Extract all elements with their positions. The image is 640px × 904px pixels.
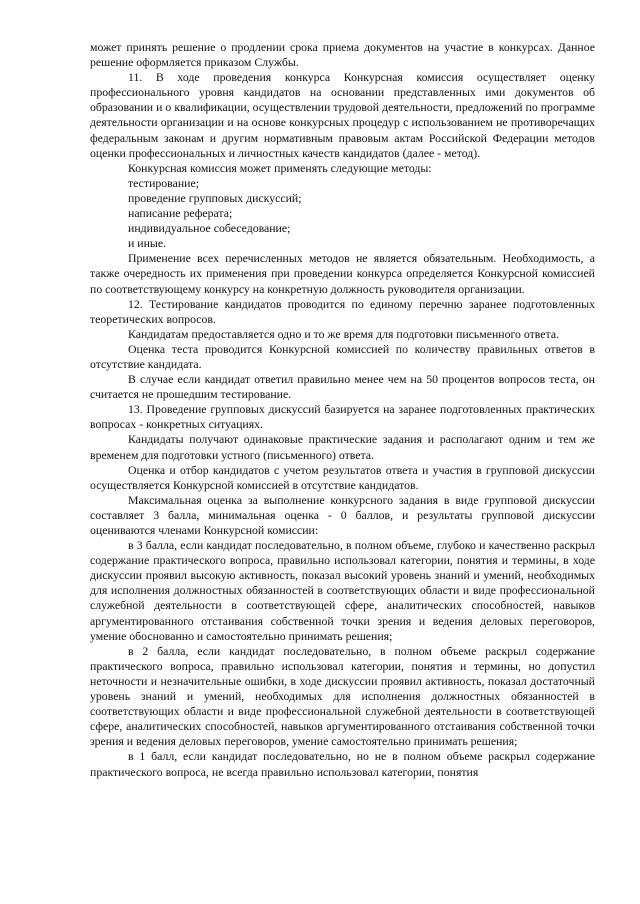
paragraph-test-evaluation: Оценка теста проводится Конкурсной комиссией по количеству правильных ответов в отсутствие кандидата. (90, 341, 595, 371)
paragraph-continuation: может принять решение о продлении срока приема документов на участие в конкурсах. Данное решение оформляется приказом Службы. (90, 40, 595, 70)
paragraph-score-3: в 3 балла, если кандидат последовательно, в полном объеме, глубоко и качественно раскрыл содержание практического вопроса, правильно использовал категории, понятия и термины, в ходе дискуссии проявил высокую активность, показал высокий уровень знаний и умений, необходимых для исполнения должностных обязанностей в соответствующих области и виде профессиональной служебной деятельности в соответствующей сфере, аналитических способностей, навыков аргументированного отстаивания собственной точки зрения и ведения деловых переговоров, умение обоснованно и самостоятельно принимать решения; (90, 538, 595, 643)
list-item: индивидуальное собеседование; (128, 221, 291, 236)
list-item: написание реферата; (128, 206, 233, 221)
paragraph-12: 12. Тестирование кандидатов проводится по единому перечню заранее подготовленных теоретических вопросов. (90, 296, 595, 326)
paragraph-max-score: Максимальная оценка за выполнение конкурсного задания в виде групповой дискуссии составляет 3 балла, минимальная оценка - 0 баллов, и результаты групповой дискуссии оцениваются членами Конкурсной комиссии: (90, 492, 595, 537)
document-page (90, 40, 595, 780)
paragraph-methods-intro: Конкурсная комиссия может применять следующие методы: (128, 160, 432, 175)
list-item: тестирование; (128, 175, 199, 190)
list-item: проведение групповых дискуссий; (128, 190, 302, 205)
paragraph-11: 11. В ходе проведения конкурса Конкурсная комиссия осуществляет оценку профессионального уровня кандидатов на основании представленных ими документов об образовании и о квалификации, осуществлении трудовой деятельности, предложений по программе деятельности организации и на основе конкурсных процедур с использованием не противоречащих федеральным законам и другим нормативным правовым актам Российской Федерации методов оценки профессиональных и личностных качеств кандидатов (далее - метод). (90, 70, 595, 160)
paragraph-selection: Оценка и отбор кандидатов с учетом результатов ответа и участия в групповой дискуссии осуществляется Конкурсной комиссией в отсутствие кандидатов. (90, 462, 595, 492)
paragraph-methods-usage: Применение всех перечисленных методов не является обязательным. Необходимость, а также очередность их применения при проведении конкурса определяется Конкурсной комиссией по соответствующему конкурсу на конкретную должность руководителя организации. (90, 251, 595, 296)
paragraph-score-1: в 1 балл, если кандидат последовательно, но не в полном объеме раскрыл содержание практического вопроса, не всегда правильно использовал категории, понятия (90, 749, 595, 779)
list-item: и иные. (128, 236, 166, 251)
paragraph-tasks: Кандидаты получают одинаковые практические задания и располагают одним и тем же временем для подготовки устного (письменного) ответа. (90, 432, 595, 462)
paragraph-test-threshold: В случае если кандидат ответил правильно менее чем на 50 процентов вопросов теста, он считается не прошедшим тестирование. (90, 372, 595, 402)
paragraph-score-2: в 2 балла, если кандидат последовательно, в полном объеме раскрыл содержание практического вопроса, правильно использовал категории, понятия и термины, но допустил неточности и незначительные ошибки, в ходе дискуссии проявил активность, показал достаточный уровень знаний и умений, необходимых для исполнения должностных обязанностей в соответствующих области и виде профессиональной служебной деятельности в соответствующей сфере, аналитических способностей, навыков аргументированного отстаивания собственной точки зрения и ведения деловых переговоров, умение самостоятельно принимать решения; (90, 643, 595, 749)
paragraph-time: Кандидатам предоставляется одно и то же время для подготовки письменного ответа. (128, 326, 560, 341)
paragraph-13: 13. Проведение групповых дискуссий базируется на заранее подготовленных практических вопросах - конкретных ситуациях. (90, 402, 595, 432)
